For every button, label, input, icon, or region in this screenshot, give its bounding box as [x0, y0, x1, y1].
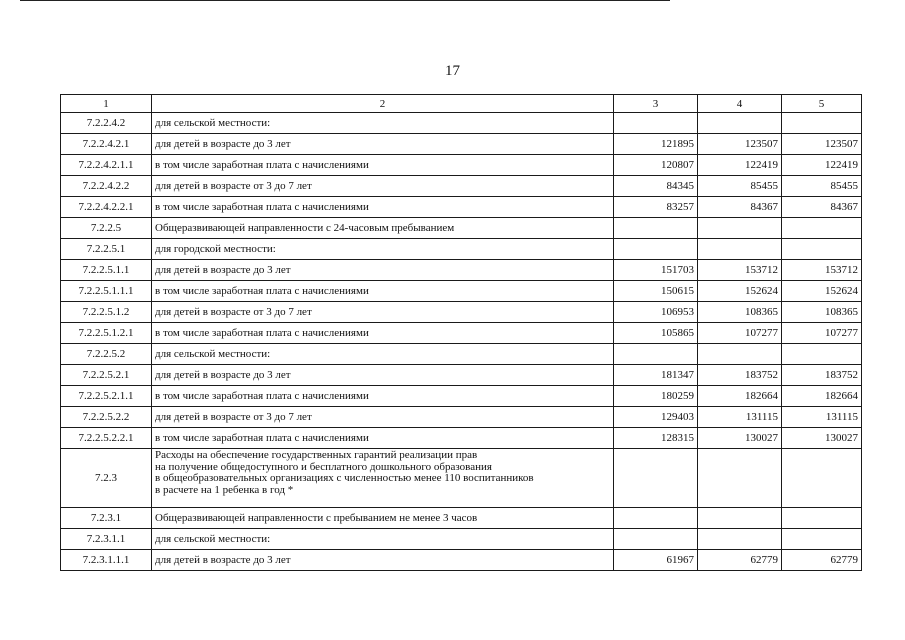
row-name: для сельской местности: — [152, 113, 614, 134]
row-value-3 — [614, 508, 698, 529]
row-value-4: 123507 — [698, 134, 782, 155]
row-value-4 — [698, 508, 782, 529]
row-value-4: 183752 — [698, 365, 782, 386]
row-code: 7.2.2.5.2 — [61, 344, 152, 365]
row-value-3: 128315 — [614, 428, 698, 449]
row-name: в том числе заработная плата с начислениями — [152, 323, 614, 344]
row-value-4: 108365 — [698, 302, 782, 323]
table-row — [61, 386, 862, 407]
row-name: для сельской местности: — [152, 529, 614, 550]
table-row — [61, 239, 862, 260]
row-code: 7.2.2.5.2.1 — [61, 365, 152, 386]
row-value-3: 129403 — [614, 407, 698, 428]
table-row — [61, 365, 862, 386]
row-value-5 — [782, 449, 862, 508]
row-value-5: 182664 — [782, 386, 862, 407]
row-value-4: 122419 — [698, 155, 782, 176]
row-name: для детей в возрасте от 3 до 7 лет — [152, 302, 614, 323]
row-value-4 — [698, 113, 782, 134]
row-value-3: 83257 — [614, 197, 698, 218]
row-value-4 — [698, 449, 782, 508]
row-code: 7.2.3.1.1 — [61, 529, 152, 550]
row-name-multiline — [152, 449, 614, 508]
row-name-line: на получение общедоступного и бесплатного дошкольного образования — [155, 460, 492, 473]
row-value-5: 130027 — [782, 428, 862, 449]
row-code: 7.2.2.5.1.2 — [61, 302, 152, 323]
table-row — [61, 281, 862, 302]
row-code: 7.2.2.4.2.2 — [61, 176, 152, 197]
row-value-5: 122419 — [782, 155, 862, 176]
row-name: для сельской местности: — [152, 344, 614, 365]
table-row — [61, 344, 862, 365]
row-value-4: 152624 — [698, 281, 782, 302]
row-value-5: 152624 — [782, 281, 862, 302]
row-value-4: 130027 — [698, 428, 782, 449]
row-code: 7.2.3.1 — [61, 508, 152, 529]
row-name: для детей в возрасте до 3 лет — [152, 260, 614, 281]
column-header-3: 3 — [614, 95, 698, 113]
table-row — [61, 508, 862, 529]
row-value-3: 121895 — [614, 134, 698, 155]
table-body — [61, 95, 862, 571]
table-row — [61, 529, 862, 550]
table-row — [61, 113, 862, 134]
row-name: в том числе заработная плата с начислениями — [152, 197, 614, 218]
row-name: в том числе заработная плата с начислениями — [152, 386, 614, 407]
row-value-5: 108365 — [782, 302, 862, 323]
table-row — [61, 260, 862, 281]
table-row-multiline — [61, 449, 862, 508]
row-value-4: 62779 — [698, 550, 782, 571]
row-value-3 — [614, 449, 698, 508]
row-value-5 — [782, 239, 862, 260]
row-value-4: 84367 — [698, 197, 782, 218]
row-code: 7.2.2.4.2.2.1 — [61, 197, 152, 218]
row-value-4 — [698, 218, 782, 239]
table-row — [61, 134, 862, 155]
row-value-3: 181347 — [614, 365, 698, 386]
row-name: для детей в возрасте до 3 лет — [152, 550, 614, 571]
row-code: 7.2.2.4.2.1 — [61, 134, 152, 155]
row-value-3 — [614, 239, 698, 260]
row-value-3 — [614, 344, 698, 365]
row-name: для детей в возрасте до 3 лет — [152, 365, 614, 386]
row-value-4 — [698, 529, 782, 550]
row-code: 7.2.2.5.2.2 — [61, 407, 152, 428]
row-value-3: 151703 — [614, 260, 698, 281]
column-header-5: 5 — [782, 95, 862, 113]
row-code: 7.2.2.5.1.1.1 — [61, 281, 152, 302]
table-row — [61, 218, 862, 239]
row-name: в том числе заработная плата с начислениями — [152, 281, 614, 302]
row-name: для детей в возрасте от 3 до 7 лет — [152, 176, 614, 197]
table-row — [61, 323, 862, 344]
row-code: 7.2.2.5.1 — [61, 239, 152, 260]
row-code: 7.2.2.5.2.2.1 — [61, 428, 152, 449]
row-name: для детей в возрасте от 3 до 7 лет — [152, 407, 614, 428]
row-name: Общеразвивающей направленности с пребыванием не менее 3 часов — [152, 508, 614, 529]
row-value-4 — [698, 239, 782, 260]
row-value-3: 61967 — [614, 550, 698, 571]
row-code: 7.2.2.4.2.1.1 — [61, 155, 152, 176]
row-value-4: 85455 — [698, 176, 782, 197]
row-value-4 — [698, 344, 782, 365]
top-rule — [20, 0, 670, 1]
row-value-5: 84367 — [782, 197, 862, 218]
column-header-1: 1 — [61, 95, 152, 113]
row-value-5: 123507 — [782, 134, 862, 155]
row-code: 7.2.3 — [61, 449, 152, 508]
table-row — [61, 407, 862, 428]
row-value-5 — [782, 529, 862, 550]
row-name-line: в расчете на 1 ребенка в год * — [155, 483, 294, 496]
row-name: для детей в возрасте до 3 лет — [152, 134, 614, 155]
row-code: 7.2.2.5.1.1 — [61, 260, 152, 281]
row-value-5: 131115 — [782, 407, 862, 428]
row-code: 7.2.2.5.2.1.1 — [61, 386, 152, 407]
row-value-3: 180259 — [614, 386, 698, 407]
row-name-line: в общеобразовательных организациях с численностью менее 110 воспитанников — [155, 472, 534, 484]
row-value-5: 107277 — [782, 323, 862, 344]
row-value-5: 183752 — [782, 365, 862, 386]
budget-table — [60, 94, 862, 571]
row-value-3: 105865 — [614, 323, 698, 344]
row-value-3: 150615 — [614, 281, 698, 302]
column-header-4: 4 — [698, 95, 782, 113]
table-row — [61, 302, 862, 323]
header-row — [61, 95, 862, 113]
row-value-3 — [614, 113, 698, 134]
row-value-5 — [782, 508, 862, 529]
row-value-3: 106953 — [614, 302, 698, 323]
row-value-4: 182664 — [698, 386, 782, 407]
row-value-5 — [782, 218, 862, 239]
row-code: 7.2.2.5.1.2.1 — [61, 323, 152, 344]
column-header-2: 2 — [152, 95, 614, 113]
row-value-3: 84345 — [614, 176, 698, 197]
row-name: в том числе заработная плата с начислениями — [152, 428, 614, 449]
row-name: в том числе заработная плата с начислениями — [152, 155, 614, 176]
row-value-3 — [614, 218, 698, 239]
row-code: 7.2.3.1.1.1 — [61, 550, 152, 571]
row-value-4: 153712 — [698, 260, 782, 281]
row-name: для городской местности: — [152, 239, 614, 260]
table-row — [61, 550, 862, 571]
row-value-5: 153712 — [782, 260, 862, 281]
row-value-3: 120807 — [614, 155, 698, 176]
row-value-4: 107277 — [698, 323, 782, 344]
row-value-5 — [782, 113, 862, 134]
row-code: 7.2.2.5 — [61, 218, 152, 239]
row-name: Общеразвивающей направленности с 24-часовым пребыванием — [152, 218, 614, 239]
table-row — [61, 428, 862, 449]
table-row — [61, 155, 862, 176]
row-value-5 — [782, 344, 862, 365]
row-code: 7.2.2.4.2 — [61, 113, 152, 134]
row-value-5: 85455 — [782, 176, 862, 197]
row-value-3 — [614, 529, 698, 550]
row-name-line: Расходы на обеспечение государственных гарантий реализации прав — [155, 449, 478, 461]
table-row — [61, 176, 862, 197]
page-number: 17 — [445, 63, 460, 79]
row-value-5: 62779 — [782, 550, 862, 571]
row-value-4: 131115 — [698, 407, 782, 428]
table-row — [61, 197, 862, 218]
